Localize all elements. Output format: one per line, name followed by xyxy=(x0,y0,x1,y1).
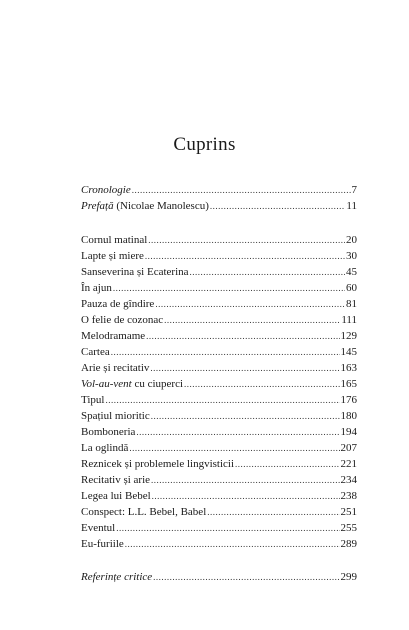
toc-page-number: 207 xyxy=(340,442,357,454)
toc-page-number: 11 xyxy=(346,200,357,212)
toc-page-number: 30 xyxy=(346,250,357,262)
toc-entry-cronologie xyxy=(81,182,357,198)
dot-leader xyxy=(151,472,339,488)
toc-entry-title: Conspect: L.L. Bebel, Babel xyxy=(81,506,207,518)
toc-page-number: 111 xyxy=(341,314,357,326)
dot-leader xyxy=(235,456,339,472)
toc-entry-title: În ajun xyxy=(81,282,112,294)
page-title: Cuprins xyxy=(173,134,236,155)
toc-entry-title: Bomboneria xyxy=(81,426,136,438)
toc-page-number: 60 xyxy=(346,282,357,294)
toc-entry-in-ajun xyxy=(81,280,357,296)
toc-entry-title: Cartea xyxy=(81,346,110,358)
toc-entry-arie-si-recitativ xyxy=(81,360,357,376)
toc-page-number: 234 xyxy=(340,474,357,486)
dot-leader xyxy=(125,536,340,552)
dot-leader xyxy=(207,504,339,520)
toc-entry-prefata xyxy=(81,198,357,214)
toc-entry-lapte-si-miere xyxy=(81,248,357,264)
toc-entry-title: Pauza de gîndire xyxy=(81,298,155,310)
dot-leader xyxy=(210,198,346,214)
toc-entry-referinte-critice xyxy=(81,569,357,585)
toc-page-number: 163 xyxy=(340,362,357,374)
toc-page-number: 7 xyxy=(351,184,357,196)
toc-entry-title: Referințe critice xyxy=(81,571,153,583)
toc-page-number: 145 xyxy=(340,346,357,358)
toc-entry-title: Cronologie xyxy=(81,184,131,196)
dot-leader xyxy=(136,424,339,440)
toc-entry-title: La oglindă xyxy=(81,442,129,454)
toc-page-number: 176 xyxy=(340,394,357,406)
toc-page-number: 194 xyxy=(340,426,357,438)
toc-page-number: 299 xyxy=(340,571,357,583)
dot-leader xyxy=(111,344,340,360)
toc-page-number: 221 xyxy=(340,458,357,470)
toc-entry-title: Cornul matinal xyxy=(81,234,148,246)
toc-entry-title: O felie de cozonac xyxy=(81,314,164,326)
toc-entry-title: Lapte și miere xyxy=(81,250,144,262)
toc-entry-recitativ-si-arie xyxy=(81,472,357,488)
toc-entry-tipul xyxy=(81,392,357,408)
toc-entry-la-oglinda xyxy=(81,440,357,456)
dot-leader xyxy=(184,376,339,392)
toc-entry-title: Spațiul mioritic xyxy=(81,410,150,422)
dot-leader xyxy=(146,328,339,344)
dot-leader xyxy=(132,182,351,198)
toc-page-number: 180 xyxy=(340,410,357,422)
toc-page-number: 45 xyxy=(346,266,357,278)
toc-entry-pauza-de-gindire xyxy=(81,296,357,312)
toc-entry-conspect xyxy=(81,504,357,520)
toc-entry-reznicek xyxy=(81,456,357,472)
dot-leader xyxy=(150,360,339,376)
dot-leader xyxy=(145,248,345,264)
toc-entry-spatiul-mioritic xyxy=(81,408,357,424)
toc-entry-title: Prefață (Nicolae Manolescu) xyxy=(81,200,209,212)
toc-entry-title: Arie și recitativ xyxy=(81,362,150,374)
dot-leader xyxy=(116,520,339,536)
toc-page-number: 81 xyxy=(346,298,357,310)
dot-leader xyxy=(152,488,340,504)
dot-leader xyxy=(151,408,340,424)
dot-leader xyxy=(153,569,339,585)
dot-leader xyxy=(190,264,345,280)
toc-page-number: 251 xyxy=(340,506,357,518)
dot-leader xyxy=(164,312,340,328)
toc-entry-o-felie-de-cozonac xyxy=(81,312,357,328)
dot-leader xyxy=(113,280,345,296)
dot-leader xyxy=(105,392,339,408)
toc-entry-legea-lui-bebel xyxy=(81,488,357,504)
dot-leader xyxy=(155,296,345,312)
toc-entry-title: Legea lui Bebel xyxy=(81,490,151,502)
toc-page-number: 20 xyxy=(346,234,357,246)
toc-page-number: 129 xyxy=(340,330,357,342)
toc-entry-title: Sanseverina și Ecaterina xyxy=(81,266,189,278)
toc-page-number: 165 xyxy=(340,378,357,390)
dot-leader xyxy=(129,440,339,456)
toc-entry-melodramame xyxy=(81,328,357,344)
toc-entry-vol-au-vent xyxy=(81,376,357,392)
toc-entry-title: Eu-furiile xyxy=(81,538,124,550)
toc-entry-title: Vol-au-vent cu ciuperci xyxy=(81,378,184,390)
toc-entry-title: Tipul xyxy=(81,394,105,406)
toc-entry-title: Recitativ și arie xyxy=(81,474,151,486)
toc-entry-cornul-matinal xyxy=(81,232,357,248)
toc-entry-eventul xyxy=(81,520,357,536)
toc-page-number: 238 xyxy=(340,490,357,502)
toc-entry-title: Melodramame xyxy=(81,330,146,342)
toc-page-number: 255 xyxy=(340,522,357,534)
toc-entry-title: Eventul xyxy=(81,522,116,534)
toc-entry-sanseverina xyxy=(81,264,357,280)
toc-page-number: 289 xyxy=(340,538,357,550)
dot-leader xyxy=(148,232,345,248)
toc-entry-eu-furiile xyxy=(81,536,357,552)
toc-entry-cartea xyxy=(81,344,357,360)
toc-entry-title: Reznicek și problemele lingvisticii xyxy=(81,458,235,470)
toc-entry-bomboneria xyxy=(81,424,357,440)
